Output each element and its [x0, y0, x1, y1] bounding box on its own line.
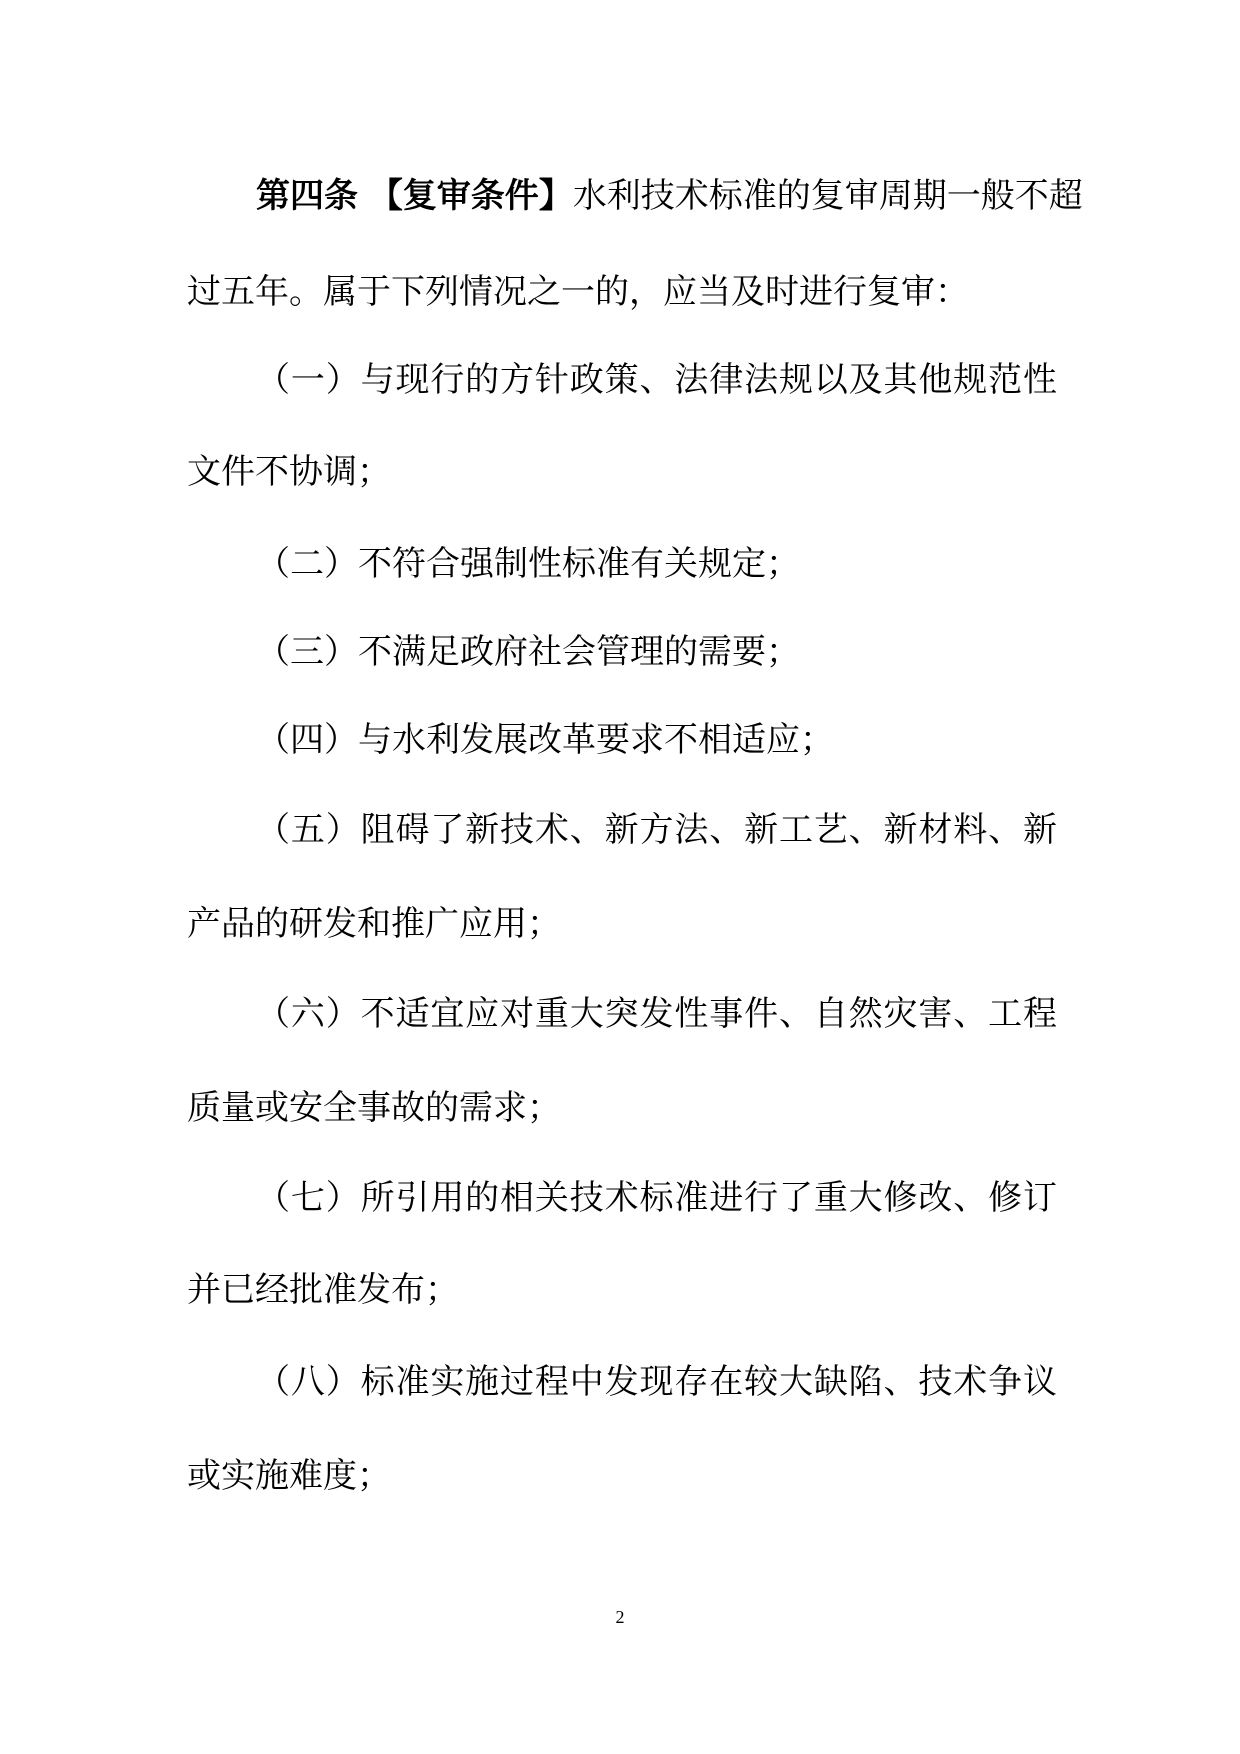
list-item-1-continuation: 文件不协调； — [187, 452, 391, 492]
article-heading-line — [256, 176, 1083, 216]
article-lead-text: 水利技术标准的复审周期一般不超 — [572, 176, 1083, 216]
article-number: 第四条 — [256, 176, 358, 216]
list-item-8: （八）标准实施过程中发现存在较大缺陷、技术争议 — [256, 1362, 1057, 1402]
list-item-7-continuation: 并已经批准发布； — [187, 1270, 459, 1310]
list-item-6-continuation: 质量或安全事故的需求； — [187, 1088, 561, 1128]
page-number: 2 — [615, 1607, 625, 1627]
list-item-8-continuation: 或实施难度； — [187, 1456, 391, 1496]
list-item-5: （五）阻碍了新技术、新方法、新工艺、新材料、新 — [256, 810, 1057, 850]
article-lead-continuation: 过五年。属于下列情况之一的，应当及时进行复审： — [187, 272, 969, 312]
list-item-2: （二）不符合强制性标准有关规定； — [256, 544, 800, 584]
list-item-5-continuation: 产品的研发和推广应用； — [187, 904, 561, 944]
list-item-3: （三）不满足政府社会管理的需要； — [256, 632, 800, 672]
list-item-1: （一）与现行的方针政策、法律法规以及其他规范性 — [256, 360, 1057, 400]
list-item-6: （六）不适宜应对重大突发性事件、自然灾害、工程 — [256, 994, 1057, 1034]
list-item-7: （七）所引用的相关技术标准进行了重大修改、修订 — [256, 1178, 1057, 1218]
article-title: 【复审条件】 — [368, 176, 573, 216]
list-item-4: （四）与水利发展改革要求不相适应； — [256, 720, 834, 760]
